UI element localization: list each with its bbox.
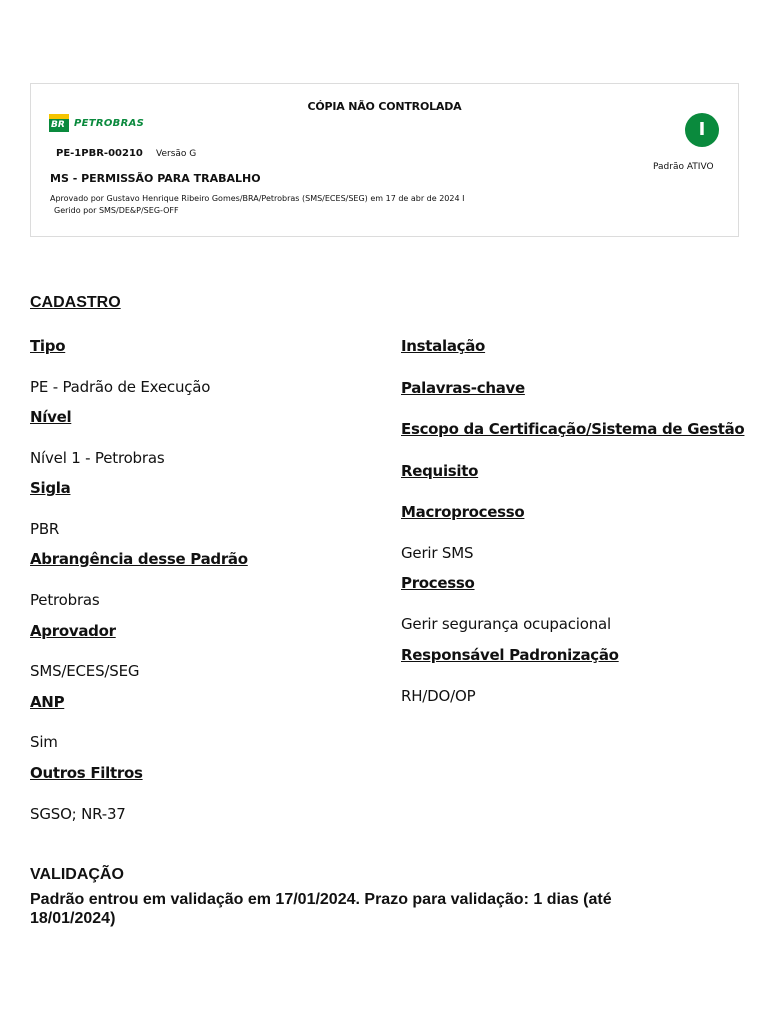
field-value-macroprocesso: Gerir SMS — [401, 544, 474, 562]
approval-info: Aprovado por Gustavo Henrique Ribeiro Gomes/BRA/Petrobras (SMS/ECES/SEG) em 17 de abr de 2024 I — [50, 194, 465, 203]
managed-by-info: Gerido por SMS/DE&P/SEG-OFF — [54, 206, 179, 215]
field-label-abrangencia: Abrangência desse Padrão — [30, 550, 248, 568]
section-title-validacao: VALIDAÇÃO — [30, 866, 124, 883]
copy-status-label: CÓPIA NÃO CONTROLADA — [307, 100, 462, 113]
document-header — [30, 83, 739, 237]
field-label-instalacao: Instalação — [401, 337, 486, 355]
field-label-sigla: Sigla — [30, 479, 71, 497]
field-label-processo: Processo — [401, 574, 475, 592]
petrobras-logo — [49, 114, 144, 132]
field-label-requisito: Requisito — [401, 462, 479, 480]
field-label-escopo: Escopo da Certificação/Sistema de Gestão — [401, 420, 745, 438]
field-label-outros-filtros: Outros Filtros — [30, 764, 143, 782]
field-label-tipo: Tipo — [30, 337, 66, 355]
field-label-responsavel: Responsável Padronização — [401, 646, 619, 664]
section-title-cadastro: CADASTRO — [30, 294, 121, 311]
field-value-responsavel: RH/DO/OP — [401, 687, 476, 705]
field-label-aprovador: Aprovador — [30, 622, 116, 640]
field-value-tipo: PE - Padrão de Execução — [30, 378, 211, 396]
field-value-outros-filtros: SGSO; NR-37 — [30, 805, 126, 823]
field-label-anp: ANP — [30, 693, 65, 711]
document-version: Versão G — [156, 149, 197, 159]
field-value-sigla: PBR — [30, 520, 60, 538]
field-label-palavras-chave: Palavras-chave — [401, 379, 525, 397]
validation-text: Padrão entrou em validação em 17/01/2024. Prazo para validação: 1 dias (até 18/01/2024) — [30, 891, 612, 927]
logo-wordmark: PETROBRAS — [74, 117, 145, 129]
logo-mark-text: BR — [51, 120, 65, 130]
field-label-macroprocesso: Macroprocesso — [401, 503, 525, 521]
field-value-nivel: Nível 1 - Petrobras — [30, 449, 165, 467]
status-active-icon: I — [685, 113, 719, 147]
document-code: PE-1PBR-00210 — [56, 148, 143, 159]
field-value-abrangencia: Petrobras — [30, 591, 100, 609]
document-title: MS - PERMISSÃO PARA TRABALHO — [50, 172, 261, 185]
status-label: Padrão ATIVO — [653, 162, 714, 172]
field-value-anp: Sim — [30, 733, 58, 751]
field-value-processo: Gerir segurança ocupacional — [401, 615, 611, 633]
field-label-nivel: Nível — [30, 408, 72, 426]
br-logo-icon — [49, 114, 69, 132]
field-value-aprovador: SMS/ECES/SEG — [30, 662, 140, 680]
